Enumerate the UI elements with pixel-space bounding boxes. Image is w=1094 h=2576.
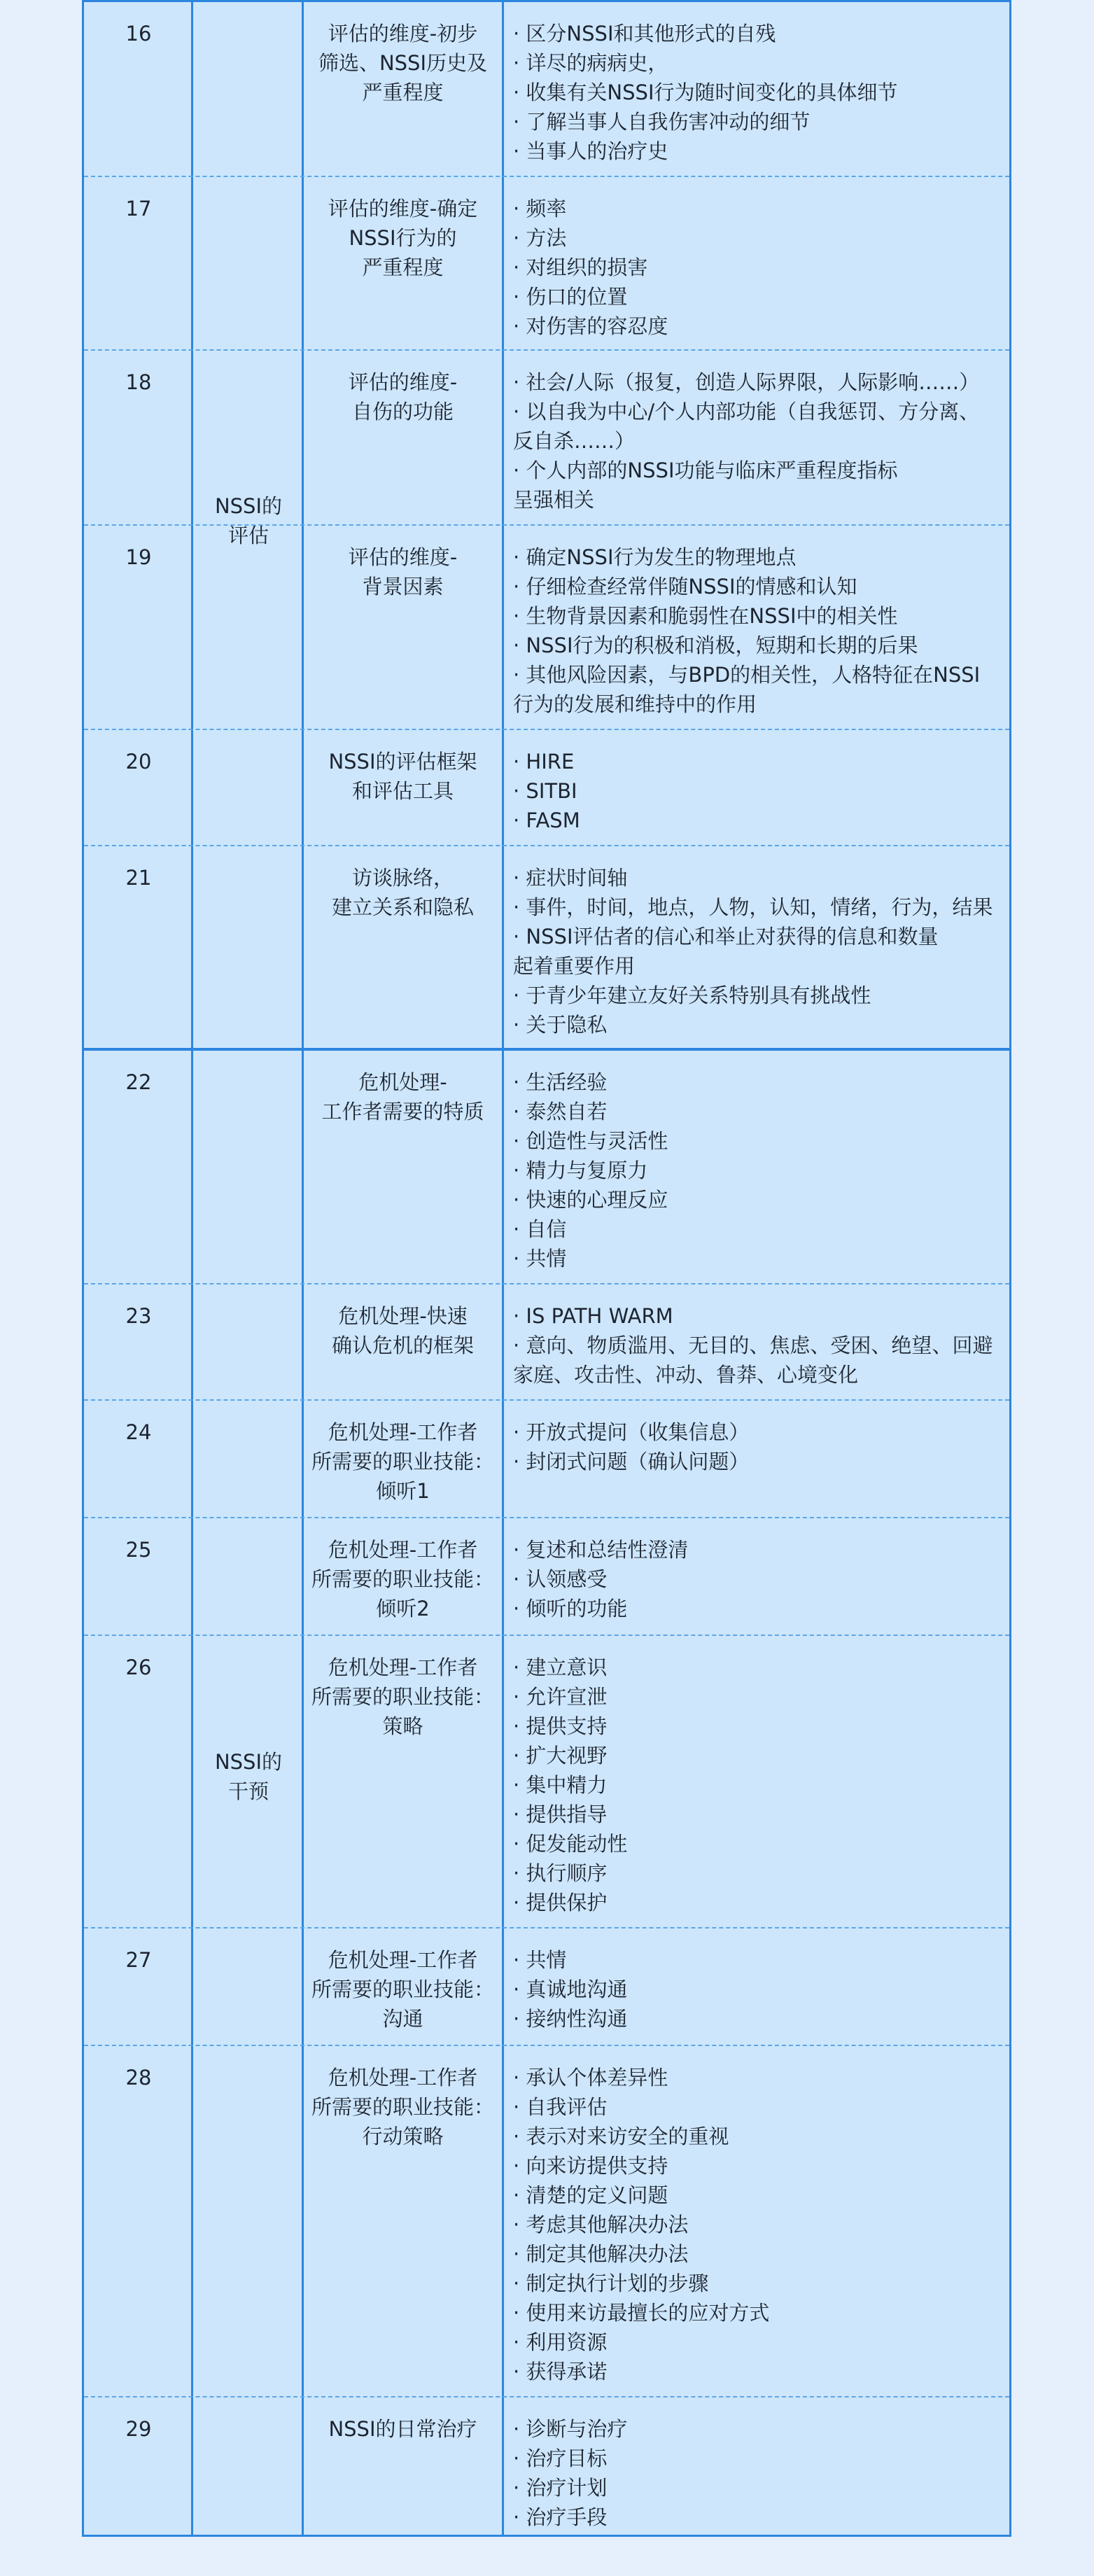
table-row [84,1636,1009,1928]
bullet-item: · 集中精力 [513,1773,608,1797]
row-items [513,1418,1003,1476]
bullet-item: · 治疗手段 [513,2505,608,2529]
bullet-item: · 提供保护 [513,1891,608,1914]
row-number: 29 [125,2417,152,2441]
table-row [84,1928,1009,2046]
bullet-item: · HIRE [513,750,575,774]
bullet-item: · 诊断与治疗 [513,2417,628,2441]
bullet-item: · 关于隐私 [513,1013,608,1037]
row-topic: 危机处理-工作者 所需要的职业技能： 倾听1 [311,1420,494,1503]
row-items [513,1945,1003,2033]
bullet-item: · 频率 [513,197,567,220]
bullet-item: · 对伤害的容忍度 [513,314,668,338]
bullet-item: · 社会/人际（报复，创造人际界限，人际影响……） [513,370,980,394]
bullet-item: · 其他风险因素，与BPD的相关性，人格特征在NSSI 行为的发展和维持中的作用 [513,663,981,716]
row-items [513,1068,1003,1273]
bullet-item: · 仔细检查经常伴随NSSI的情感和认知 [513,575,857,598]
bullet-item: · 开放式提问（收集信息） [513,1420,750,1444]
nssi-table [82,0,1011,2537]
row-items [513,1653,1003,1917]
row-number: 18 [125,370,152,394]
bullet-item: · 向来访提供支持 [513,2154,668,2178]
bullet-item: · 意向、物质滥用、无目的、焦虑、受困、绝望、回避 家庭、攻击性、冲动、鲁莽、心境变化 [513,1334,993,1387]
table-row [84,526,1009,730]
row-topic: 评估的维度- 背景因素 [348,545,458,598]
row-topic: 危机处理-工作者 所需要的职业技能： 行动策略 [311,2066,494,2148]
bullet-item: · 获得承诺 [513,2360,608,2384]
bullet-item: · 详尽的病病史， [513,51,668,75]
bullet-item: · 表示对来访安全的重视 [513,2124,729,2148]
row-number: 21 [125,866,152,890]
row-topic: NSSI的评估框架 和评估工具 [328,750,477,803]
row-topic: NSSI的日常治疗 [328,2417,477,2441]
row-items [513,747,1003,835]
row-items [513,2414,1003,2532]
bullet-item: · 以自我为中心/个人内部功能（自我惩罚、方分离、 反自杀……） [513,400,980,453]
row-topic: 评估的维度- 自伤的功能 [348,370,458,424]
row-number: 16 [125,22,152,46]
row-items [513,194,1003,341]
bullet-item: · 确定NSSI行为发生的物理地点 [513,545,797,569]
row-number: 24 [125,1420,152,1444]
bullet-item: · 制定执行计划的步骤 [513,2272,709,2295]
row-number: 26 [125,1656,152,1679]
bullet-item: · 执行顺序 [513,1861,608,1885]
bullet-item: · 自信 [513,1217,567,1241]
bullet-item: · 考虑其他解决办法 [513,2213,689,2236]
bullet-item: · 认领感受 [513,1567,608,1591]
row-number: 17 [125,197,152,220]
bullet-item: · 治疗目标 [513,2446,608,2470]
row-number: 25 [125,1538,152,1562]
bullet-item: · 当事人的治疗史 [513,139,668,163]
bullet-item: · FASM [513,808,580,832]
bullet-item: · 个人内部的NSSI功能与临床严重程度指标 呈强相关 [513,458,898,512]
table-row [84,2,1009,177]
row-items [513,542,1003,719]
table-row [84,2046,1009,2398]
bullet-item: · 建立意识 [513,1656,608,1679]
bullet-item: · 生活经验 [513,1070,608,1094]
bullet-item: · 制定其他解决办法 [513,2242,689,2266]
bullet-item: · 倾听的功能 [513,1597,628,1620]
bullet-item: · NSSI行为的积极和消极，短期和长期的后果 [513,634,918,657]
row-number: 19 [125,545,152,569]
table-row [84,846,1009,1048]
row-topic: 危机处理-工作者 所需要的职业技能： 策略 [311,1656,494,1738]
table-row [84,351,1009,526]
bullet-item: · 清楚的定义问题 [513,2183,668,2207]
bullet-item: · 对组织的损害 [513,255,648,279]
bullet-item: · 真诚地沟通 [513,1977,628,2001]
row-number: 27 [125,1948,152,1972]
bullet-item: · SITBI [513,779,577,803]
table-row [84,2398,1009,2535]
row-topic: 危机处理- 工作者需要的特质 [321,1070,484,1124]
row-items [513,368,1003,514]
bullet-item: · 提供指导 [513,1802,608,1826]
bullet-item: · 封闭式问题（确认问题） [513,1450,750,1474]
row-number: 23 [125,1304,152,1328]
row-number: 20 [125,750,152,774]
bullet-item: · 共情 [513,1247,567,1270]
bullet-item: · 促发能动性 [513,1832,628,1856]
bullet-item: · 允许宣泄 [513,1685,608,1709]
row-topic: 危机处理-工作者 所需要的职业技能： 倾听2 [311,1538,494,1620]
bullet-item: · 快速的心理反应 [513,1188,668,1212]
bullet-item: · 事件，时间，地点，人物，认知，情绪，行为，结果 [513,895,993,919]
bullet-item: · 收集有关NSSI行为随时间变化的具体细节 [513,80,898,104]
bullet-item: · 方法 [513,226,567,250]
bullet-item: · 区分NSSI和其他形式的自残 [513,22,776,46]
bullet-item: · 复述和总结性澄清 [513,1538,689,1562]
row-topic: 评估的维度-初步 筛选、NSSI历史及 严重程度 [318,22,488,104]
row-topic: 访谈脉络， 建立关系和隐私 [331,866,474,919]
bullet-item: · 接纳性沟通 [513,2007,628,2031]
row-topic: 危机处理-快速 确认危机的框架 [331,1304,474,1357]
table-row [84,730,1009,846]
bullet-item: · 共情 [513,1948,567,1972]
table-row [84,1284,1009,1401]
row-items [513,1535,1003,1623]
bullet-item: · 承认个体差异性 [513,2066,668,2090]
row-items [513,1301,1003,1390]
bullet-item: · 治疗计划 [513,2476,608,2500]
bullet-item: · 利用资源 [513,2330,608,2354]
bullet-item: · 泰然自若 [513,1100,608,1124]
bullet-item: · 伤口的位置 [513,285,628,309]
row-topic: 危机处理-工作者 所需要的职业技能： 沟通 [311,1948,494,2031]
row-items [513,19,1003,166]
bullet-item: · 扩大视野 [513,1744,608,1768]
row-topic: 评估的维度-确定 NSSI行为的 严重程度 [328,197,478,279]
group-label: NSSI的 评估 [214,494,283,547]
table-row [84,177,1009,351]
bullet-item: · NSSI评估者的信心和举止对获得的信息和数量 起着重要作用 [513,925,939,978]
table-row [84,1518,1009,1636]
row-items [513,2063,1003,2386]
bullet-item: · 于青少年建立友好关系特别具有挑战性 [513,983,871,1007]
bullet-item: · 症状时间轴 [513,866,628,890]
bullet-item: · 创造性与灵活性 [513,1129,668,1153]
bullet-item: · IS PATH WARM [513,1304,673,1328]
bullet-item: · 提供支持 [513,1714,608,1738]
bullet-item: · 了解当事人自我伤害冲动的细节 [513,110,811,134]
bullet-item: · 精力与复原力 [513,1158,648,1182]
row-number: 22 [125,1070,152,1094]
bullet-item: · 生物背景因素和脆弱性在NSSI中的相关性 [513,604,898,628]
group-label: NSSI的 干预 [214,1750,283,1803]
table-row [84,1051,1009,1284]
row-number: 28 [125,2066,152,2090]
row-items [513,863,1003,1040]
bullet-item: · 自我评估 [513,2095,608,2119]
table-row [84,1401,1009,1518]
bullet-item: · 使用来访最擅长的应对方式 [513,2301,770,2325]
